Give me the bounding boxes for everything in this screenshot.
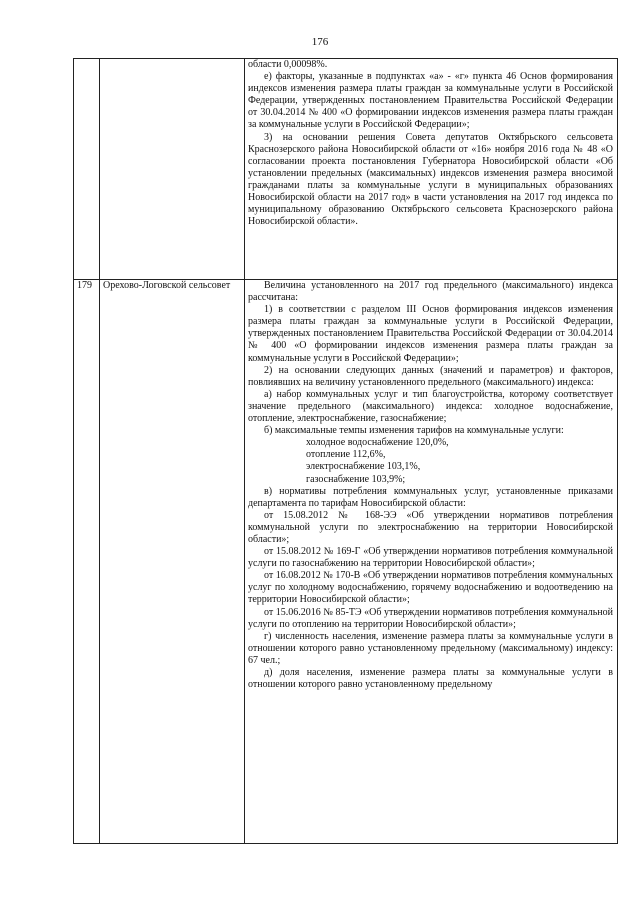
paragraph: 1) в соответствии с разделом III Основ формирования индексов изменения размера платы граждан за коммунальные услуги в Российской Федерации, утвержденных постановлением Правительства Российской Федерации от 30.04.2014 № 400 «О формировании индексов изменения размера платы граждан за коммунальные услуги в Российской Федерации»;	[248, 304, 613, 364]
paragraph: отопление 112,6%,	[306, 449, 386, 461]
paragraph: области 0,00098%.	[248, 59, 328, 70]
municipality-name-cell: Орехово-Логовской сельсовет	[100, 280, 245, 844]
paragraph: Величина установленного на 2017 год предельного (максимального) индекса рассчитана:	[248, 280, 613, 304]
paragraph: а) набор коммунальных услуг и тип благоустройства, которому соответствует значение предельного (максимального) индекса: холодное водоснабжение, отопление, электроснабжение, газоснабжение;	[248, 388, 613, 425]
paragraph: б) максимальные темпы изменения тарифов на коммунальные услуги:	[264, 425, 564, 437]
table-row	[74, 59, 618, 280]
paragraph: от 15.08.2012 № 168-ЭЭ «Об утверждении нормативов потребления коммунальной услуги по электроснабжению на территории Новосибирской области»;	[248, 509, 613, 545]
row-content-cell	[245, 280, 618, 844]
paragraph: холодное водоснабжение 120,0%,	[306, 437, 449, 449]
row-number-cell	[74, 59, 100, 280]
paragraph: от 15.06.2016 № 85-ТЭ «Об утверждении нормативов потребления коммунальной услуги по отоплению на территории Новосибирской области»;	[248, 606, 613, 630]
municipality-name-cell	[100, 59, 245, 280]
paragraph: электроснабжение 103,1%,	[306, 461, 421, 473]
paragraph: в) нормативы потребления коммунальных услуг, установленные приказами департамента по тарифам Новосибирской области:	[248, 485, 613, 509]
page-number: 176	[311, 36, 329, 48]
paragraph: д) доля населения, изменение размера платы за коммунальные услуги в отношении которого равно установленному предельному	[248, 667, 613, 691]
table-row	[74, 280, 618, 844]
row-content-cell	[245, 59, 618, 280]
paragraph: от 15.08.2012 № 169-Г «Об утверждении нормативов потребления коммунальной услуги по газоснабжению на территории Новосибирской области»;	[248, 546, 613, 570]
paragraph: 3) на основании решения Совета депутатов Октябрьского сельсовета Краснозерского района Новосибирской области от «16» ноября 2016 года № 48 «О согласовании проекта постановления Губернатора Новосибирской области «Об установлении предельных (максимальных) индексов изменения размера вносимой гражданами платы за коммунальные услуги в муниципальных образованиях Новосибирской области на 2017 год» в части установления на 2017 год индекса по муниципальному образованию Октябрьского сельсовета Краснозерского района Новосибирской области».	[248, 131, 613, 228]
paragraph: от 16.08.2012 № 170-В «Об утверждении нормативов потребления коммунальных услуг по холодному водоснабжению, горячему водоснабжению и водоотведению на территории Новосибирской области»;	[248, 570, 613, 606]
paragraph: 2) на основании следующих данных (значений и параметров) и факторов, повлиявших на величину установленного предельного (максимального) индекса:	[248, 364, 613, 388]
row-number-cell: 179	[74, 280, 100, 844]
paragraph: г) численность населения, изменение размера платы за коммунальные услуги в отношении которого равно установленному предельному (максимальному) индексу: 67 чел.;	[248, 630, 613, 666]
paragraph: е) факторы, указанные в подпунктах «а» - «г» пункта 46 Основ формирования индексов изменения размера платы граждан за коммунальные услуги в Российской Федерации, утвержденных постановлением Правительства Российской Федерации от 30.04.2014 № 400 «О формировании индексов изменения размера платы граждан за коммунальные услуги в Российской Федерации»;	[248, 71, 613, 131]
indices-table	[73, 58, 618, 844]
paragraph: газоснабжение 103,9%;	[306, 473, 406, 485]
